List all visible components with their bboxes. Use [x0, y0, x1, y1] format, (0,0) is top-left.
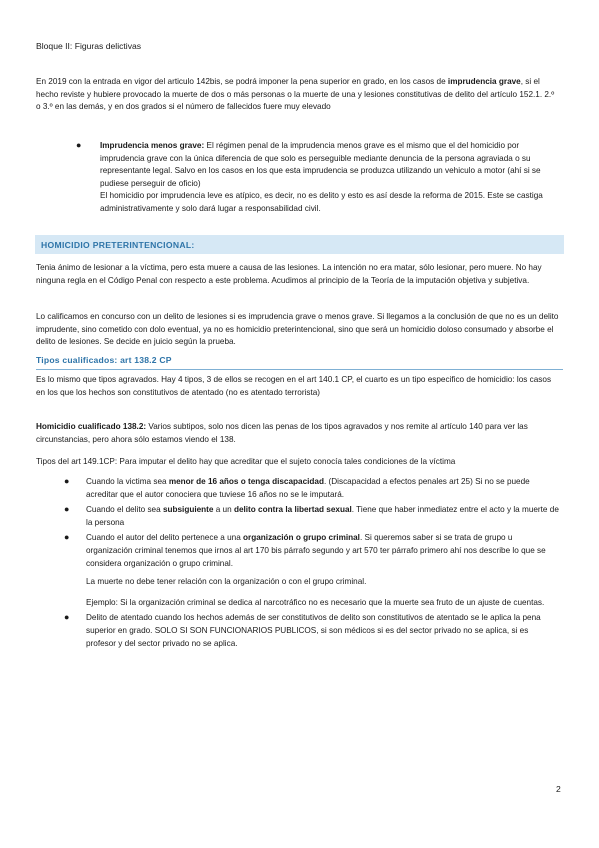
list-item	[72, 140, 558, 216]
atentado-text: Delito de atentado cuando los hechos además de ser constitutivos de delito son constitutivos de atentado se le aplica la pena superior en grado. SOLO SI SON FUNCIONARIOS PUBLICOS, si son médicos si es del sector privado no se aplica, si es profesor y del sector privado no se aplica.	[86, 613, 541, 648]
bullet-icon: ●	[76, 140, 82, 150]
imprudencia-label: Imprudencia menos grave:	[100, 141, 205, 150]
intro-paragraph	[36, 76, 558, 114]
bullet-icon: ●	[64, 612, 70, 623]
bold-text: subsiguiente	[162, 505, 214, 515]
intro-text-a: En 2019 con la entrada en vigor del articulo 142bis, se podrá imponer la pena superior en grado, en los casos de	[36, 77, 448, 86]
organizacion-note-2: Ejemplo: Si la organización criminal se dedica al narcotráfico no es necesario que la muerte sea fruto de un ajuste de cuentas.	[86, 597, 545, 607]
page-number: 2	[556, 784, 561, 794]
bullet-icon: ●	[64, 504, 70, 515]
tipos-list	[60, 476, 560, 653]
tipos-paragraph-2	[36, 421, 560, 446]
preterintencional-paragraph-2: Lo calificamos en concurso con un delito de lesiones si es imprudencia grave o menos grave. Si llegamos a la conclusión de que no es un delito imprudente, sino cometido con dolo eventual, ya no es homicidio preterintencional, sino que será un homicidio doloso consumado y absorbe el delito de lesiones. Se decide en juicio según la prueba.	[36, 312, 559, 347]
bold-text: delito contra la libertad sexual	[233, 505, 352, 515]
text: . Si queremos saber si se trata de grupo u organización criminal tenemos que irnos al art 170 bis párrafo segundo y art 570 ter párrafo primero ahí nos describe lo que se considera organización o grupo criminal.	[86, 533, 546, 568]
tipos-paragraph-1: Es lo mismo que tipos agravados. Hay 4 tipos, 3 de ellos se recogen en el art 140.1 CP, el cuarto es un tipo especifico de homicidio: los casos en los que los hechos son constitutivos de atentado (no es atentado terrorista)	[36, 375, 552, 397]
section-title-tipos-cualificados: Tipos cualificados: art 138.2 CP	[36, 355, 172, 365]
section-title-preterintencional: HOMICIDIO PRETERINTENCIONAL:	[41, 240, 195, 250]
page-header: Bloque II: Figuras delictivas	[36, 41, 142, 51]
list-item	[60, 476, 560, 501]
bullet-icon: ●	[64, 532, 70, 543]
list-item	[60, 504, 560, 529]
bold-text: menor de 16 años o tenga discapacidad	[168, 477, 324, 486]
text: a un	[213, 505, 234, 515]
text: Cuando el autor del delito pertenece a una	[86, 533, 244, 543]
tipos-paragraph-3: Tipos del art 149.1CP: Para imputar el delito hay que acreditar que el sujeto conocía tales condiciones de la víctima	[36, 457, 456, 466]
preterintencional-paragraph-1: Tenia ánimo de lesionar a la víctima, pero esta muere a causa de las lesiones. La intención no era matar, sólo lesionar, pero muere. No hay ninguna regla en el Código Penal con respecto a este problema. Acudimos al principio de la Teoría de la imputación objetiva y subjetiva.	[36, 263, 542, 285]
imprudencia-list	[72, 140, 558, 216]
bullet-icon: ●	[64, 476, 70, 486]
imprudencia-leve-text: El homicidio por imprudencia leve es atípico, es decir, no es delito y esto es así desde la reforma de 2015. Este se castiga administrativamente y solo dará lugar a responsabilidad civil.	[100, 191, 543, 213]
heading-underline	[36, 369, 563, 370]
text: . Tiene que haber inmediatez entre el acto y la muerte de la persona	[86, 505, 559, 527]
imprudencia-body: El régimen penal de la imprudencia menos grave es el mismo que el del homicidio por imprudencia grave con la única diferencia de que solo es perseguible mediante denuncia de la persona agraviada o su representante legal. Salvo en los casos en los que esta imprudencia se produzca utilizando un vehiculo a motor (ahí si se pudiese perseguir de oficio)	[100, 141, 541, 188]
imprudencia-text	[100, 140, 558, 190]
bold-text: organización o grupo criminal	[243, 533, 360, 543]
organizacion-note-1: La muerte no debe tener relación con la organización o con el grupo criminal.	[86, 577, 367, 587]
text: . (Discapacidad a efectos penales art 25) Si no se puede acreditar que el autor conociera que tuviese 16 años no se le imputará.	[86, 477, 530, 499]
intro-text-c: , si el hecho reviste y hubiere provocado la muerte de dos o más personas o la muerte de una y lesiones constitutivas de delito del artículo 152.1. 2.º o 3.º en las demás, y en dos grados si el número de fallecidos fuere muy elevado	[36, 77, 555, 112]
list-item	[60, 532, 560, 609]
list-item	[60, 612, 560, 650]
homicidio-cualificado-label: Homicidio cualificado 138.2:	[36, 422, 147, 431]
intro-bold: imprudencia grave	[447, 77, 521, 86]
text: Cuando el delito sea	[86, 505, 163, 515]
homicidio-cualificado-body: Varios subtipos, solo nos dicen las penas de los tipos agravados y nos remite al artículo 140 para ver las circunstancias, pero ahora sólo estamos viendo el 138.	[36, 422, 528, 444]
text: Cuando la victima sea	[86, 477, 169, 486]
